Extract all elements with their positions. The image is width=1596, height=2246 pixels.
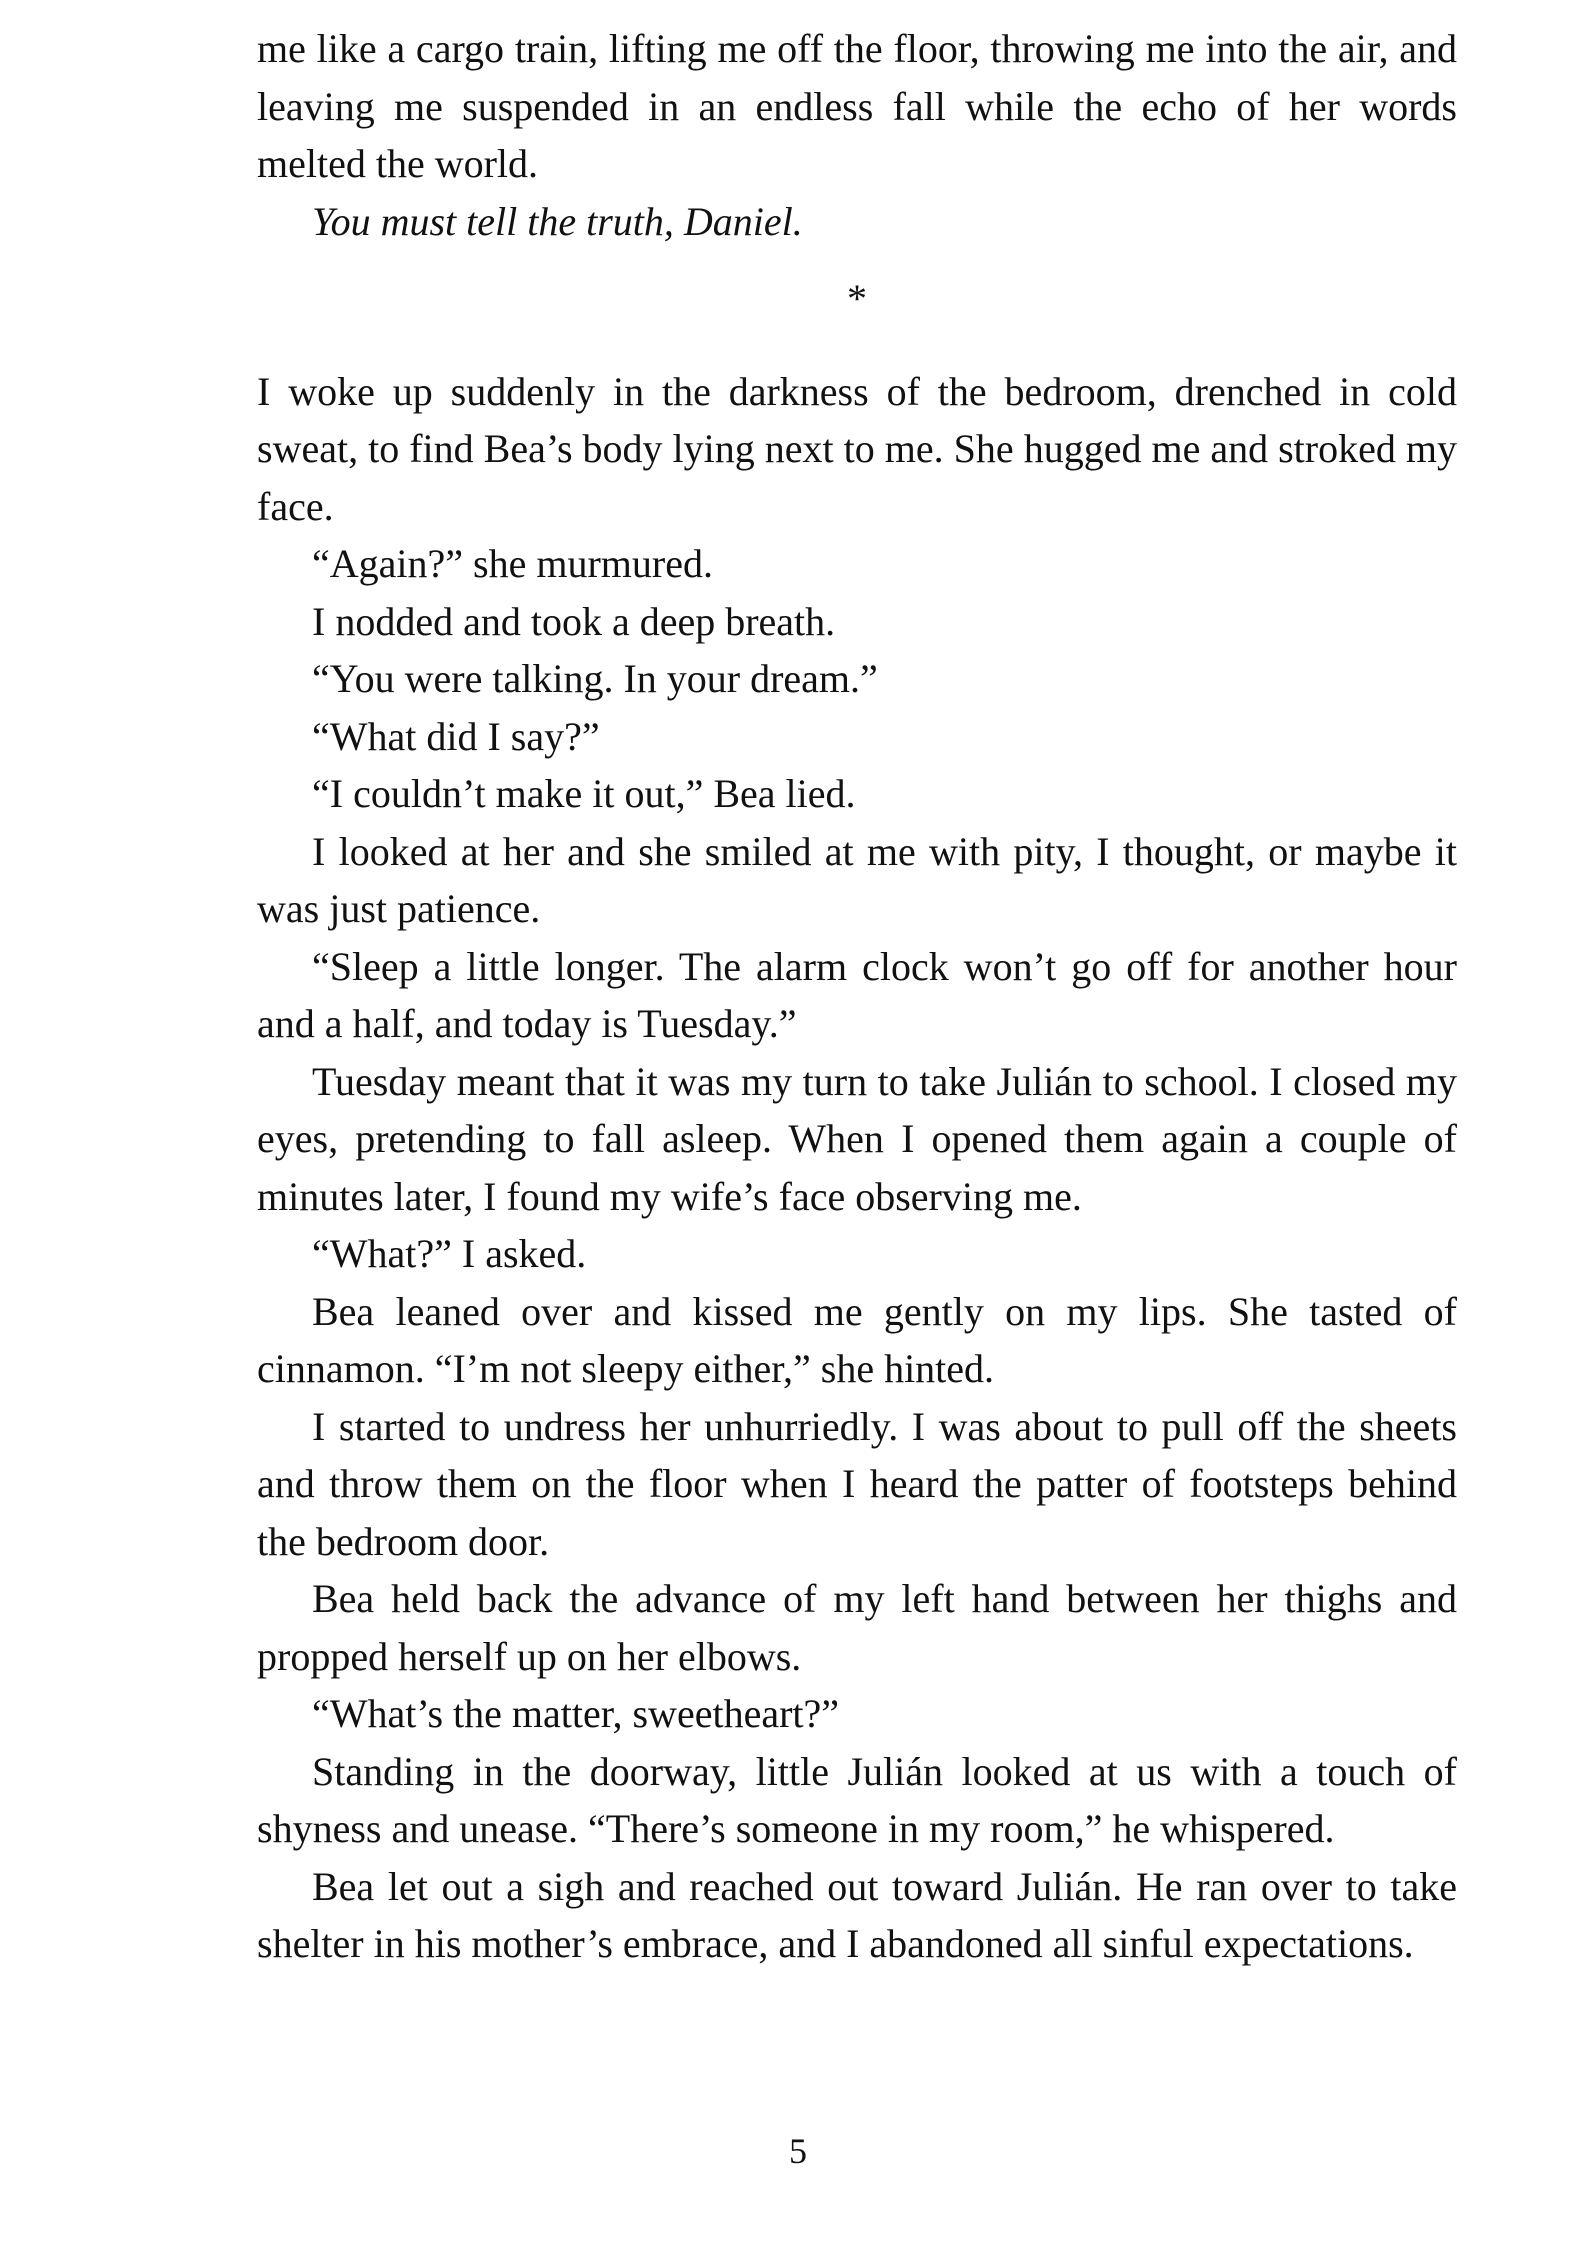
paragraph: Bea leaned over and kissed me gently on my lips. She tasted of cinnamon. “I’m not sleepy either,” she hinted. — [257, 1288, 1457, 1391]
paragraph: “What did I say?” — [312, 713, 600, 759]
book-page — [257, 20, 1457, 1973]
paragraph: “Again?” she murmured. — [312, 541, 713, 586]
paragraph: me like a cargo train, lifting me off the floor, throwing me into the air, and leaving me suspended in an endless fall while the echo of her words melted the world. — [257, 26, 1457, 186]
paragraph: “I couldn’t make it out,” Bea lied. — [312, 771, 856, 816]
paragraph: “You were talking. In your dream.” — [312, 656, 878, 701]
paragraph: Bea held back the advance of my left hand between her thighs and propped herself up on her elbows. — [257, 1576, 1457, 1679]
paragraph: Bea let out a sigh and reached out toward Julián. He ran over to take shelter in his mother’s embrace, and I abandoned all sinful expectations. — [257, 1863, 1457, 1966]
paragraph-italic: You must tell the truth, Daniel. — [312, 198, 803, 244]
paragraph: I started to undress her unhurriedly. I was about to pull off the sheets and throw them on the floor when I heard the patter of footsteps behind the bedroom door. — [257, 1403, 1457, 1564]
page-number: 5 — [789, 2131, 807, 2171]
paragraph: Tuesday meant that it was my turn to take Julián to school. I closed my eyes, pretending to fall asleep. When I opened them again a couple of minutes later, I found my wife’s face observing me. — [257, 1058, 1457, 1219]
paragraph: I woke up suddenly in the darkness of the bedroom, drenched in cold sweat, to find Bea’s body lying next to me. She hugged me and stroked my face. — [257, 368, 1457, 529]
text-block-main — [257, 363, 1457, 1973]
section-separator: * — [847, 276, 867, 321]
paragraph: “What?” I asked. — [312, 1231, 587, 1276]
paragraph: I nodded and took a deep breath. — [312, 598, 836, 644]
paragraph: “What’s the matter, sweetheart?” — [312, 1691, 840, 1736]
text-block-top — [257, 20, 1457, 250]
paragraph: Standing in the doorway, little Julián looked at us with a touch of shyness and unease. “There’s someone in my room,” he whispered. — [257, 1748, 1457, 1851]
paragraph: I looked at her and she smiled at me with pity, I thought, or maybe it was just patience. — [257, 828, 1457, 931]
paragraph: “Sleep a little longer. The alarm clock won’t go off for another hour and a half, and today is Tuesday.” — [257, 943, 1457, 1046]
